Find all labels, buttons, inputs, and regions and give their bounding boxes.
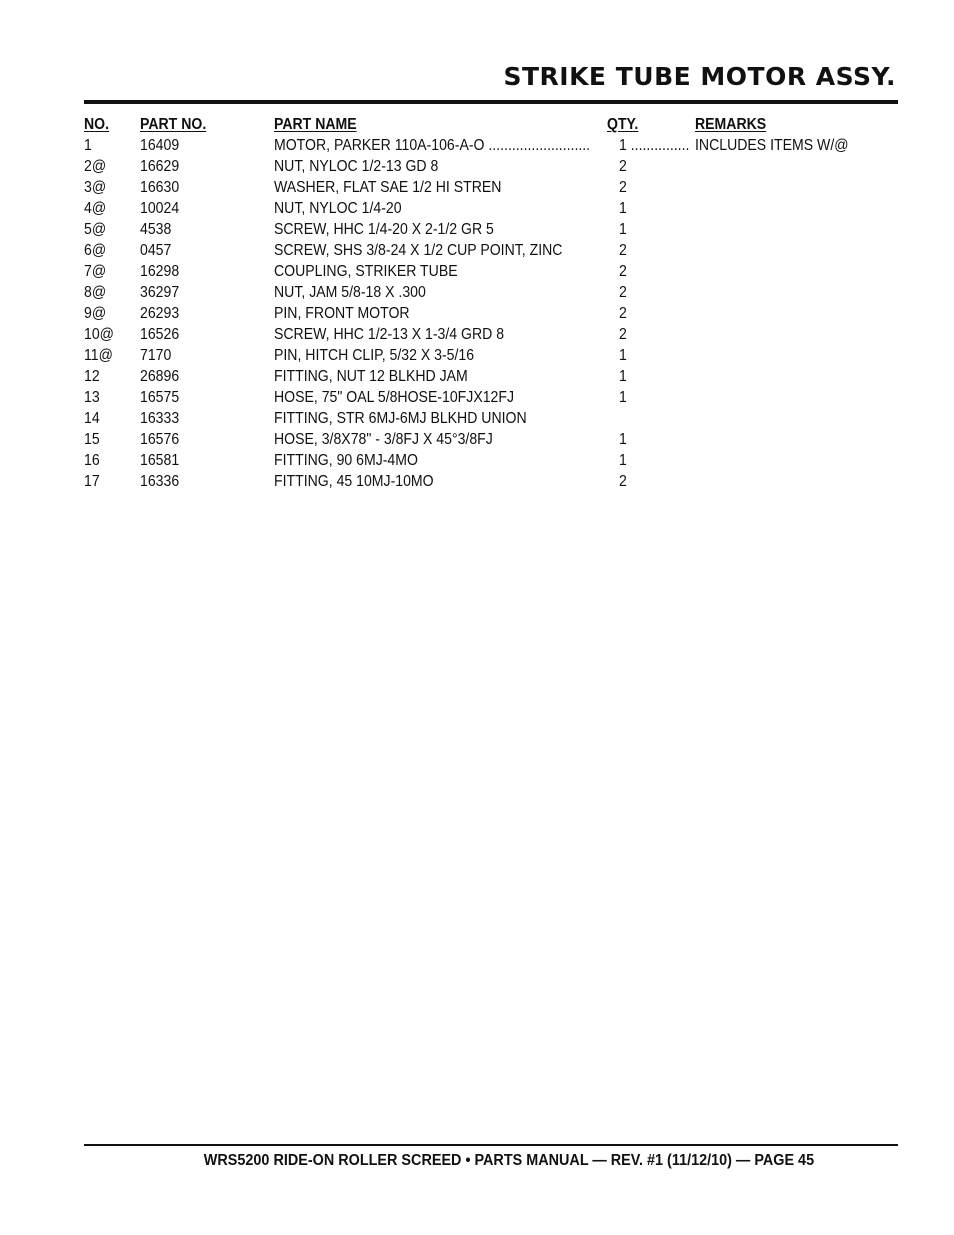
table-row <box>84 156 898 177</box>
qty-cell: 2 <box>619 473 627 490</box>
qty-cell: 2 <box>619 263 627 280</box>
header-part-name: PART NAME <box>274 116 357 133</box>
part-name-cell: NUT, NYLOC 1/4-20 <box>274 200 402 217</box>
table-row <box>84 261 898 282</box>
part-no-cell: 16333 <box>140 410 180 427</box>
qty-cell: 2 <box>619 242 627 259</box>
part-no-cell: 26896 <box>140 368 180 385</box>
part-no-cell: 16298 <box>140 263 180 280</box>
header-no: NO. <box>84 116 110 133</box>
qty-cell: 1 <box>619 431 627 448</box>
part-number-index: 9@ <box>84 305 107 322</box>
part-no-cell: 26293 <box>140 305 180 322</box>
part-name-cell: NUT, NYLOC 1/2-13 GD 8 <box>274 158 439 175</box>
parts-table <box>84 114 898 492</box>
part-name-cell: PIN, FRONT MOTOR <box>274 305 410 322</box>
table-row <box>84 303 898 324</box>
part-no-cell: 0457 <box>140 242 172 259</box>
part-no-cell: 16409 <box>140 137 180 154</box>
table-row <box>84 240 898 261</box>
header-part-no: PART NO. <box>140 116 207 133</box>
part-number-index: 3@ <box>84 179 107 196</box>
part-name-cell: SCREW, SHS 3/8-24 X 1/2 CUP POINT, ZINC <box>274 242 563 259</box>
qty-cell: 2 <box>619 326 627 343</box>
part-number-index: 4@ <box>84 200 107 217</box>
qty-cell: 1 <box>619 368 627 385</box>
table-row <box>84 471 898 492</box>
footer-rule <box>84 1144 898 1146</box>
part-number-index: 13 <box>84 389 100 406</box>
table-body <box>84 135 898 492</box>
part-name-cell: HOSE, 3/8X78" - 3/8FJ X 45°3/8FJ <box>274 431 493 448</box>
part-name-cell: SCREW, HHC 1/2-13 X 1-3/4 GRD 8 <box>274 326 505 343</box>
table-row <box>84 450 898 471</box>
part-no-cell: 16336 <box>140 473 180 490</box>
part-number-index: 5@ <box>84 221 107 238</box>
remarks-cell: INCLUDES ITEMS W/@ <box>695 137 849 154</box>
part-no-cell: 16575 <box>140 389 180 406</box>
table-row <box>84 177 898 198</box>
part-no-cell: 4538 <box>140 221 172 238</box>
qty-cell: 1 <box>619 452 627 469</box>
part-number-index: 7@ <box>84 263 107 280</box>
table-row <box>84 135 898 156</box>
qty-cell: 2 <box>619 158 627 175</box>
part-number-index: 16 <box>84 452 100 469</box>
part-no-cell: 7170 <box>140 347 172 364</box>
part-name-cell: COUPLING, STRIKER TUBE <box>274 263 458 280</box>
part-no-cell: 16581 <box>140 452 180 469</box>
header-qty: QTY. <box>607 116 639 133</box>
part-number-index: 10@ <box>84 326 114 343</box>
table-row <box>84 282 898 303</box>
header-remarks: REMARKS <box>695 116 767 133</box>
part-name-cell: PIN, HITCH CLIP, 5/32 X 3-5/16 <box>274 347 475 364</box>
part-number-index: 2@ <box>84 158 107 175</box>
table-row <box>84 387 898 408</box>
qty-cell: 2 <box>619 179 627 196</box>
qty-cell: 2 <box>619 284 627 301</box>
part-name-cell: NUT, JAM 5/8-18 X .300 <box>274 284 426 301</box>
part-name-cell: FITTING, NUT 12 BLKHD JAM <box>274 368 468 385</box>
qty-cell: 1 <box>619 389 627 406</box>
qty-cell: 1 ............... <box>619 137 690 154</box>
part-name-cell: SCREW, HHC 1/4-20 X 2-1/2 GR 5 <box>274 221 494 238</box>
part-number-index: 1 <box>84 137 92 154</box>
part-name-cell: FITTING, 90 6MJ-4MO <box>274 452 418 469</box>
qty-cell: 1 <box>619 347 627 364</box>
table-row <box>84 366 898 387</box>
part-no-cell: 16526 <box>140 326 180 343</box>
part-number-index: 12 <box>84 368 100 385</box>
table-row <box>84 345 898 366</box>
part-number-index: 17 <box>84 473 100 490</box>
page-footer: WRS5200 RIDE-ON ROLLER SCREED • PARTS MANUAL — REV. #1 (11/12/10) — PAGE 45 <box>203 1152 814 1169</box>
part-number-index: 11@ <box>84 347 113 364</box>
table-header <box>84 114 898 135</box>
part-name-cell: FITTING, STR 6MJ-6MJ BLKHD UNION <box>274 410 527 427</box>
part-name-cell: FITTING, 45 10MJ-10MO <box>274 473 434 490</box>
table-row <box>84 324 898 345</box>
part-no-cell: 36297 <box>140 284 180 301</box>
part-number-index: 15 <box>84 431 100 448</box>
part-name-cell: HOSE, 75" OAL 5/8HOSE-10FJX12FJ <box>274 389 515 406</box>
part-no-cell: 16576 <box>140 431 180 448</box>
table-row <box>84 198 898 219</box>
part-number-index: 8@ <box>84 284 107 301</box>
part-no-cell: 16630 <box>140 179 180 196</box>
part-no-cell: 10024 <box>140 200 180 217</box>
part-name-cell: MOTOR, PARKER 110A-106-A-O .......................... <box>274 137 591 154</box>
table-row <box>84 219 898 240</box>
part-no-cell: 16629 <box>140 158 180 175</box>
part-name-cell: WASHER, FLAT SAE 1/2 HI STREN <box>274 179 502 196</box>
title-rule <box>84 100 898 104</box>
page-title: STRIKE TUBE MOTOR ASSY. <box>503 62 896 91</box>
qty-cell: 1 <box>619 200 627 217</box>
part-number-index: 14 <box>84 410 100 427</box>
qty-cell: 1 <box>619 221 627 238</box>
qty-cell: 2 <box>619 305 627 322</box>
table-row <box>84 429 898 450</box>
part-number-index: 6@ <box>84 242 107 259</box>
table-row <box>84 408 898 429</box>
